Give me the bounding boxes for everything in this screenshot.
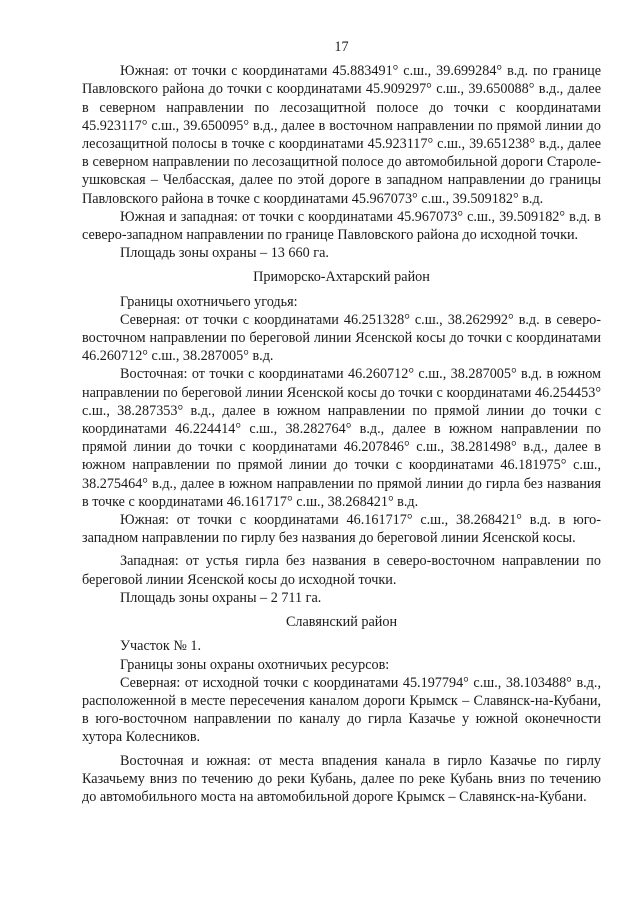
slavyansky-plot: Участок № 1. — [120, 638, 202, 655]
slavyansky-heading: Славянский район — [285, 614, 398, 631]
pavlovsky-south-boundary: Южная: от точки с координатами 45.883491° с.ш., 39.699284° в.д. по границе Павловского района до точки с координатами 45.909297° с.ш., 39.650088° в.д., далее в северном направлении по лесозащитной полосе до точки с координатами 45.923117° с.ш., 39.650095° в.д., далее в восточном направлении по прямой линии до лесозащитной полосы в точке с координатами 45.923117° с.ш., 39.651238° в.д., далее в северном направлении по лесозащитной полосе до автомобильной дороги Старолеушковская – Челбасская, далее по этой дороге в западном направлении до границы Павловского района в точке с координатами 45.967073° с.ш., 39.509182° в.д. — [82, 63, 601, 207]
primorsko-akhtarsky-heading: Приморско-Ахтарский район — [253, 269, 430, 286]
slavyansky-north-boundary: Северная: от исходной точки с координатами 45.197794° с.ш., 38.103488° в.д., расположенной в месте пересечения каналом дороги Крымск – Славянск-на-Кубани, в юго-восточном направлении по каналу до гирла Казачье у южной оконечности хутора Колесников. — [82, 674, 601, 746]
primorsko-south-boundary: Южная: от точки с координатами 46.161717° с.ш., 38.268421° в.д. в юго-западном направлении по гирлу без названия до береговой линии Ясенской косы. — [82, 512, 601, 547]
pavlovsky-area: Площадь зоны охраны – 13 660 га. — [120, 245, 329, 262]
primorsko-intro: Границы охотничьего угодья: — [120, 293, 298, 310]
primorsko-west-boundary: Западная: от устья гирла без названия в северо-восточном направлении по береговой линии Ясенской косы до исходной точки. — [82, 553, 601, 588]
page-number: 17 — [334, 39, 349, 55]
slavyansky-intro: Границы зоны охраны охотничьих ресурсов: — [120, 656, 390, 673]
document-page — [82, 38, 601, 806]
primorsko-north-boundary: Северная: от точки с координатами 46.251328° с.ш., 38.262992° в.д. в северо-восточном направлении по береговой линии Ясенской косы до точки с координатами 46.260712° с.ш., 38.287005° в.д. — [82, 311, 601, 365]
pavlovsky-south-west-boundary: Южная и западная: от точки с координатами 45.967073° с.ш., 39.509182° в.д. в северо-западном направлении по границе Павловского района до исходной точки. — [82, 208, 601, 244]
slavyansky-east-south-boundary: Восточная и южная: от места впадения канала в гирло Казачье по гирлу Казачьему вниз по течению до реки Кубань, далее по реке Кубань вниз по течению до автомобильного моста на автомобильной дороге Крымск – Славянск-на-Кубани. — [82, 752, 601, 805]
primorsko-east-boundary: Восточная: от точки с координатами 46.260712° с.ш., 38.287005° в.д. в южном направлении по береговой линии Ясенской косы до точки с координатами 46.254453° с.ш., 38.287353° в.д., далее в южном направлении по прямой линии до точки с координатами 46.224414° с.ш., 38.282764° в.д., далее в южном направлении по прямой линии до точки с координатами 46.207846° с.ш., 38.281498° в.д., далее в южном направлении по прямой линии до точки с координатами 46.181975° с.ш., 38.275464° в.д., далее в южном направлении по прямой линии до гирла без названия в точке с координатами 46.161717° с.ш., 38.268421° в.д. — [82, 366, 601, 510]
primorsko-area: Площадь зоны охраны – 2 711 га. — [120, 589, 322, 606]
